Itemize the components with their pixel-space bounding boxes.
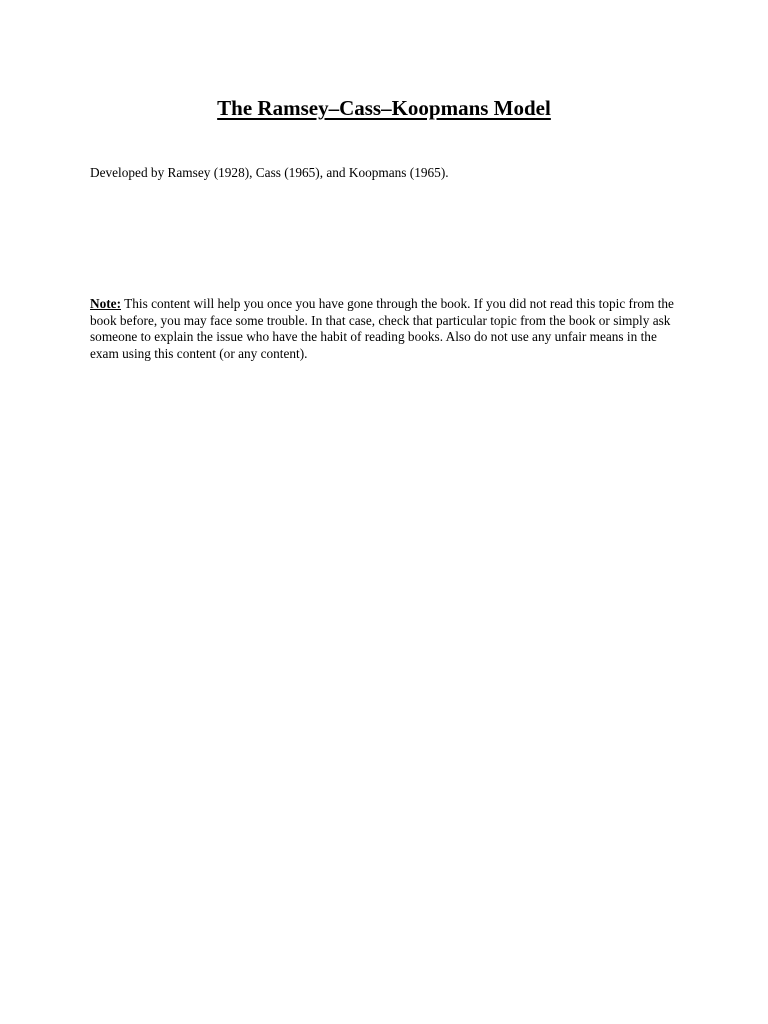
page-title: The Ramsey–Cass–Koopmans Model [217, 96, 551, 120]
note-label: Note: [90, 296, 122, 311]
note-text: This content will help you once you have gone through the book. If you did not read this topic from the book before, you may face some trouble. In that case, check that particular topic from the book or simply ask someone to explain the issue who have the habit of reading books. Also do not use any unfair means in the exam using this content (or any content). [90, 296, 674, 361]
intro-paragraph: Developed by Ramsey (1928), Cass (1965), and Koopmans (1965). [90, 165, 449, 180]
note-paragraph [90, 296, 688, 362]
